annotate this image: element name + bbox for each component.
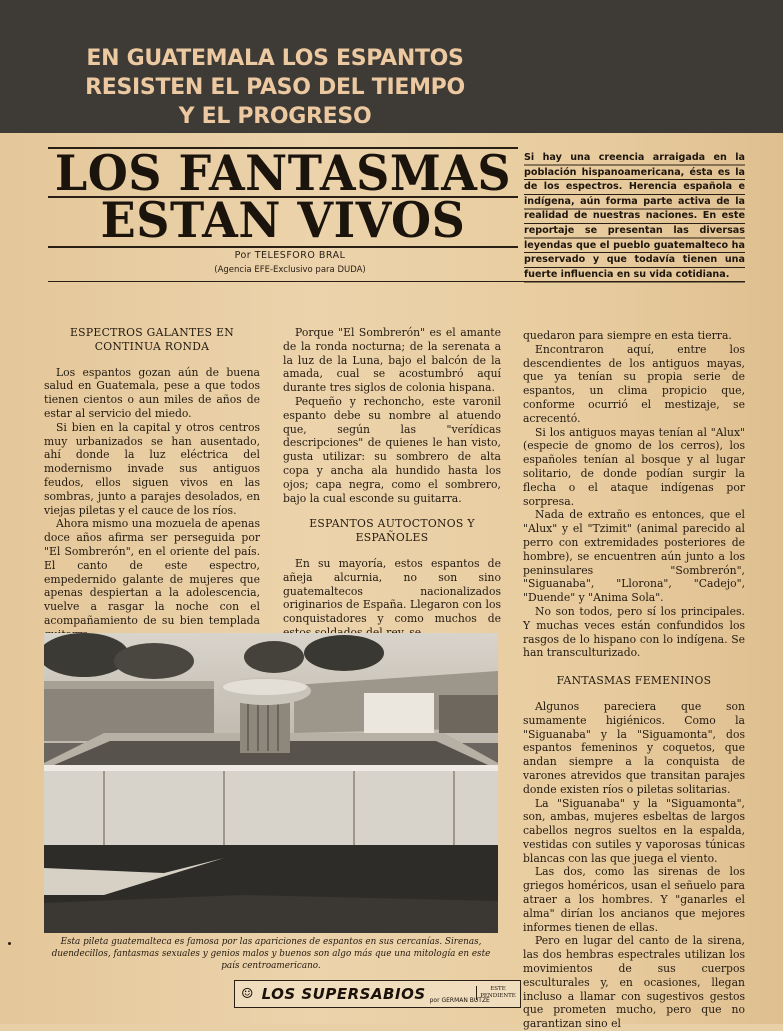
paragraph: quedaron para siempre en esta tierra. xyxy=(523,329,732,342)
section-heading-espectros: ESPECTROS GALANTES EN CONTINUA RONDA xyxy=(69,326,235,353)
section-heading-autoctonos: ESPANTOS AUTOCTONOS Y ESPAÑOLES xyxy=(309,517,475,545)
paragraph: Los espantos gozan aún de buena salud en Guatemala, pese a que todos tienen cientos o aun miles de años de estar al servicio del miedo. xyxy=(44,365,260,420)
section-heading-femeninos: FANTASMAS FEMENINOS xyxy=(556,674,712,688)
paragraph: Pequeño y rechoncho, este varonil espanto debe su nombre al atuendo que, según las "verídicas descripciones" de quienes le han visto, gusta utilizar: su sombrero de alta copa y ancha ala hundido hasta los ojos; capa negra, como el sombrero, bajo la cual esconde su guitarra. xyxy=(283,394,501,505)
column-3 xyxy=(523,329,745,1031)
banner-headline: EN GUATEMALA LOS ESPANTOS RESISTEN EL PASO DEL TIEMPO Y EL PROGRESO xyxy=(85,46,465,129)
paragraph: Ahora mismo una mozuela de apenas doce años afirma ser perseguida por "El Sombrerón", en el oriente del país. El canto de este espectro, empedernido galante de mujeres que apenas despiertan a la adolescencia, vuelve a rasgar la noche con el acompañamiento de su bien templada xyxy=(44,517,260,627)
byline: Por TELESFORO BRAL xyxy=(234,250,346,261)
title-line-1: LOS FANTASMAS xyxy=(54,144,512,202)
paragraph: No son todos, pero sí los principales. Y muchas veces están confundidos los rasgos de lo hispano con lo indígena. Se han transculturizado. xyxy=(523,604,745,660)
column-1 xyxy=(44,326,260,642)
fountain-photo xyxy=(44,633,498,933)
footer-logo xyxy=(234,980,521,1008)
paragraph: Porque "El Sombrerón" es el amante de la ronda nocturna; de la serenata a la luz de la Luna, bajo el balcón de la amada, cual se acostumbró aquí durante tres siglos de colonia hispana. xyxy=(283,326,501,395)
paragraph: En su mayoría, estos espantos de añeja alcurnia, no son sino guatemaltecos nacionalizados originarios de España. Llegaron con los conquistadores y como muchos de xyxy=(283,556,501,626)
column-2 xyxy=(283,326,501,640)
paragraph: Pero en lugar del canto de la sirena, las dos hembras espectrales utilizan los movimientos de sus cuerpos esculturales y, en ocasiones, llegan incluso a llamar con sugestivos gestos que prometen mucho, pero que no garantizan sino el xyxy=(523,934,745,1031)
agency-credit: (Agencia EFE-Exclusivo para DUDA) xyxy=(214,265,366,275)
logo-side-note: ESTE PENDIENTE xyxy=(476,986,516,1000)
title-rule-bottom xyxy=(48,246,518,248)
cartoon-face-icon: ☺ xyxy=(241,986,254,1002)
top-banner xyxy=(0,0,783,133)
paragraph: La "Siguanaba" y la "Siguamonta", son, ambas, mujeres esbeltas de largos cabellos negros sueltos en la espalda, vestidas con sutiles y vaporosas túnicas blancas con las que juega el viento. xyxy=(523,796,745,865)
margin-dot xyxy=(8,942,11,945)
paragraph: Las dos, como las sirenas de los griegos homéricos, usan el señuelo para atraer a los hombres. Y "ganarles el alma" dirían los ancianos que mejores informes tienen de ellas. xyxy=(523,865,745,934)
title-line-2: ESTAN VIVOS xyxy=(100,191,466,249)
paragraph: Encontraron aquí, entre los descendientes de los antiguos mayas, que ya tenían su propia serie de espantos, un clima propicio que, conforme ocurrió el mestizaje, se acrecentó. xyxy=(523,342,745,425)
logo-author: por GERMAN BUTZE xyxy=(429,996,490,1004)
paragraph: Nada de extraño es entonces, que el "Alux" y el "Tzimit" (animal parecido al perro con extremidades posteriores de hombre), se encuentren aún junto a los peninsulares "Sombrerón", "Siguanaba", "Llorona", "Cadejo", "Duende" y "Anima Sola". xyxy=(523,508,745,605)
paragraph: Algunos pareciera que son sumamente higiénicos. Como la "Siguanaba" y la "Siguamonta", dos espantos femeninos y coquetos, que andan siempre a la conquista de varones atrevidos que transitan parajes donde existen ríos o piletas solitarias. xyxy=(523,699,745,796)
photo-caption: Esta pileta guatemalteca es famosa por las apariciones de espantos en sus cercanías. Sirenas, duendecillos, fantasmas sexuales y genios malos y buenos son algo más que una mitología en este país centroamericano. xyxy=(51,937,491,971)
logo-wordmark: LOS SUPERSABIOS xyxy=(261,985,426,1003)
paragraph: Si los antiguos mayas tenían al "Alux" (especie de gnomo de los cerros), los españoles tenían al bosque y al lugar solitario, de donde podían surgir la flecha o el ataque indígenas por sorpresa. xyxy=(523,425,745,508)
fountain-illustration xyxy=(44,633,498,933)
lead-paragraph: Si hay una creencia arraigada en la población hispanoamericana, ésta es la de los espectros. Herencia española e indígena, aún forma parte activa de la realidad de nuestras naciones. En este reportaje se presentan las diversas leyendas que el pueblo guatemalteco ha preservado y que todavía tienen una fuerte influencia en su vida cotidiana. xyxy=(524,151,745,283)
paragraph: Si bien en la capital y otros centros muy urbanizados se han ausentado, ahí donde la luz eléctrica del modernismo invade sus antiguos feudos, ellos siguen vivos en las sombras, junto a parajes desolados, en viejas piletas y el cauce de los ríos. xyxy=(44,420,260,517)
